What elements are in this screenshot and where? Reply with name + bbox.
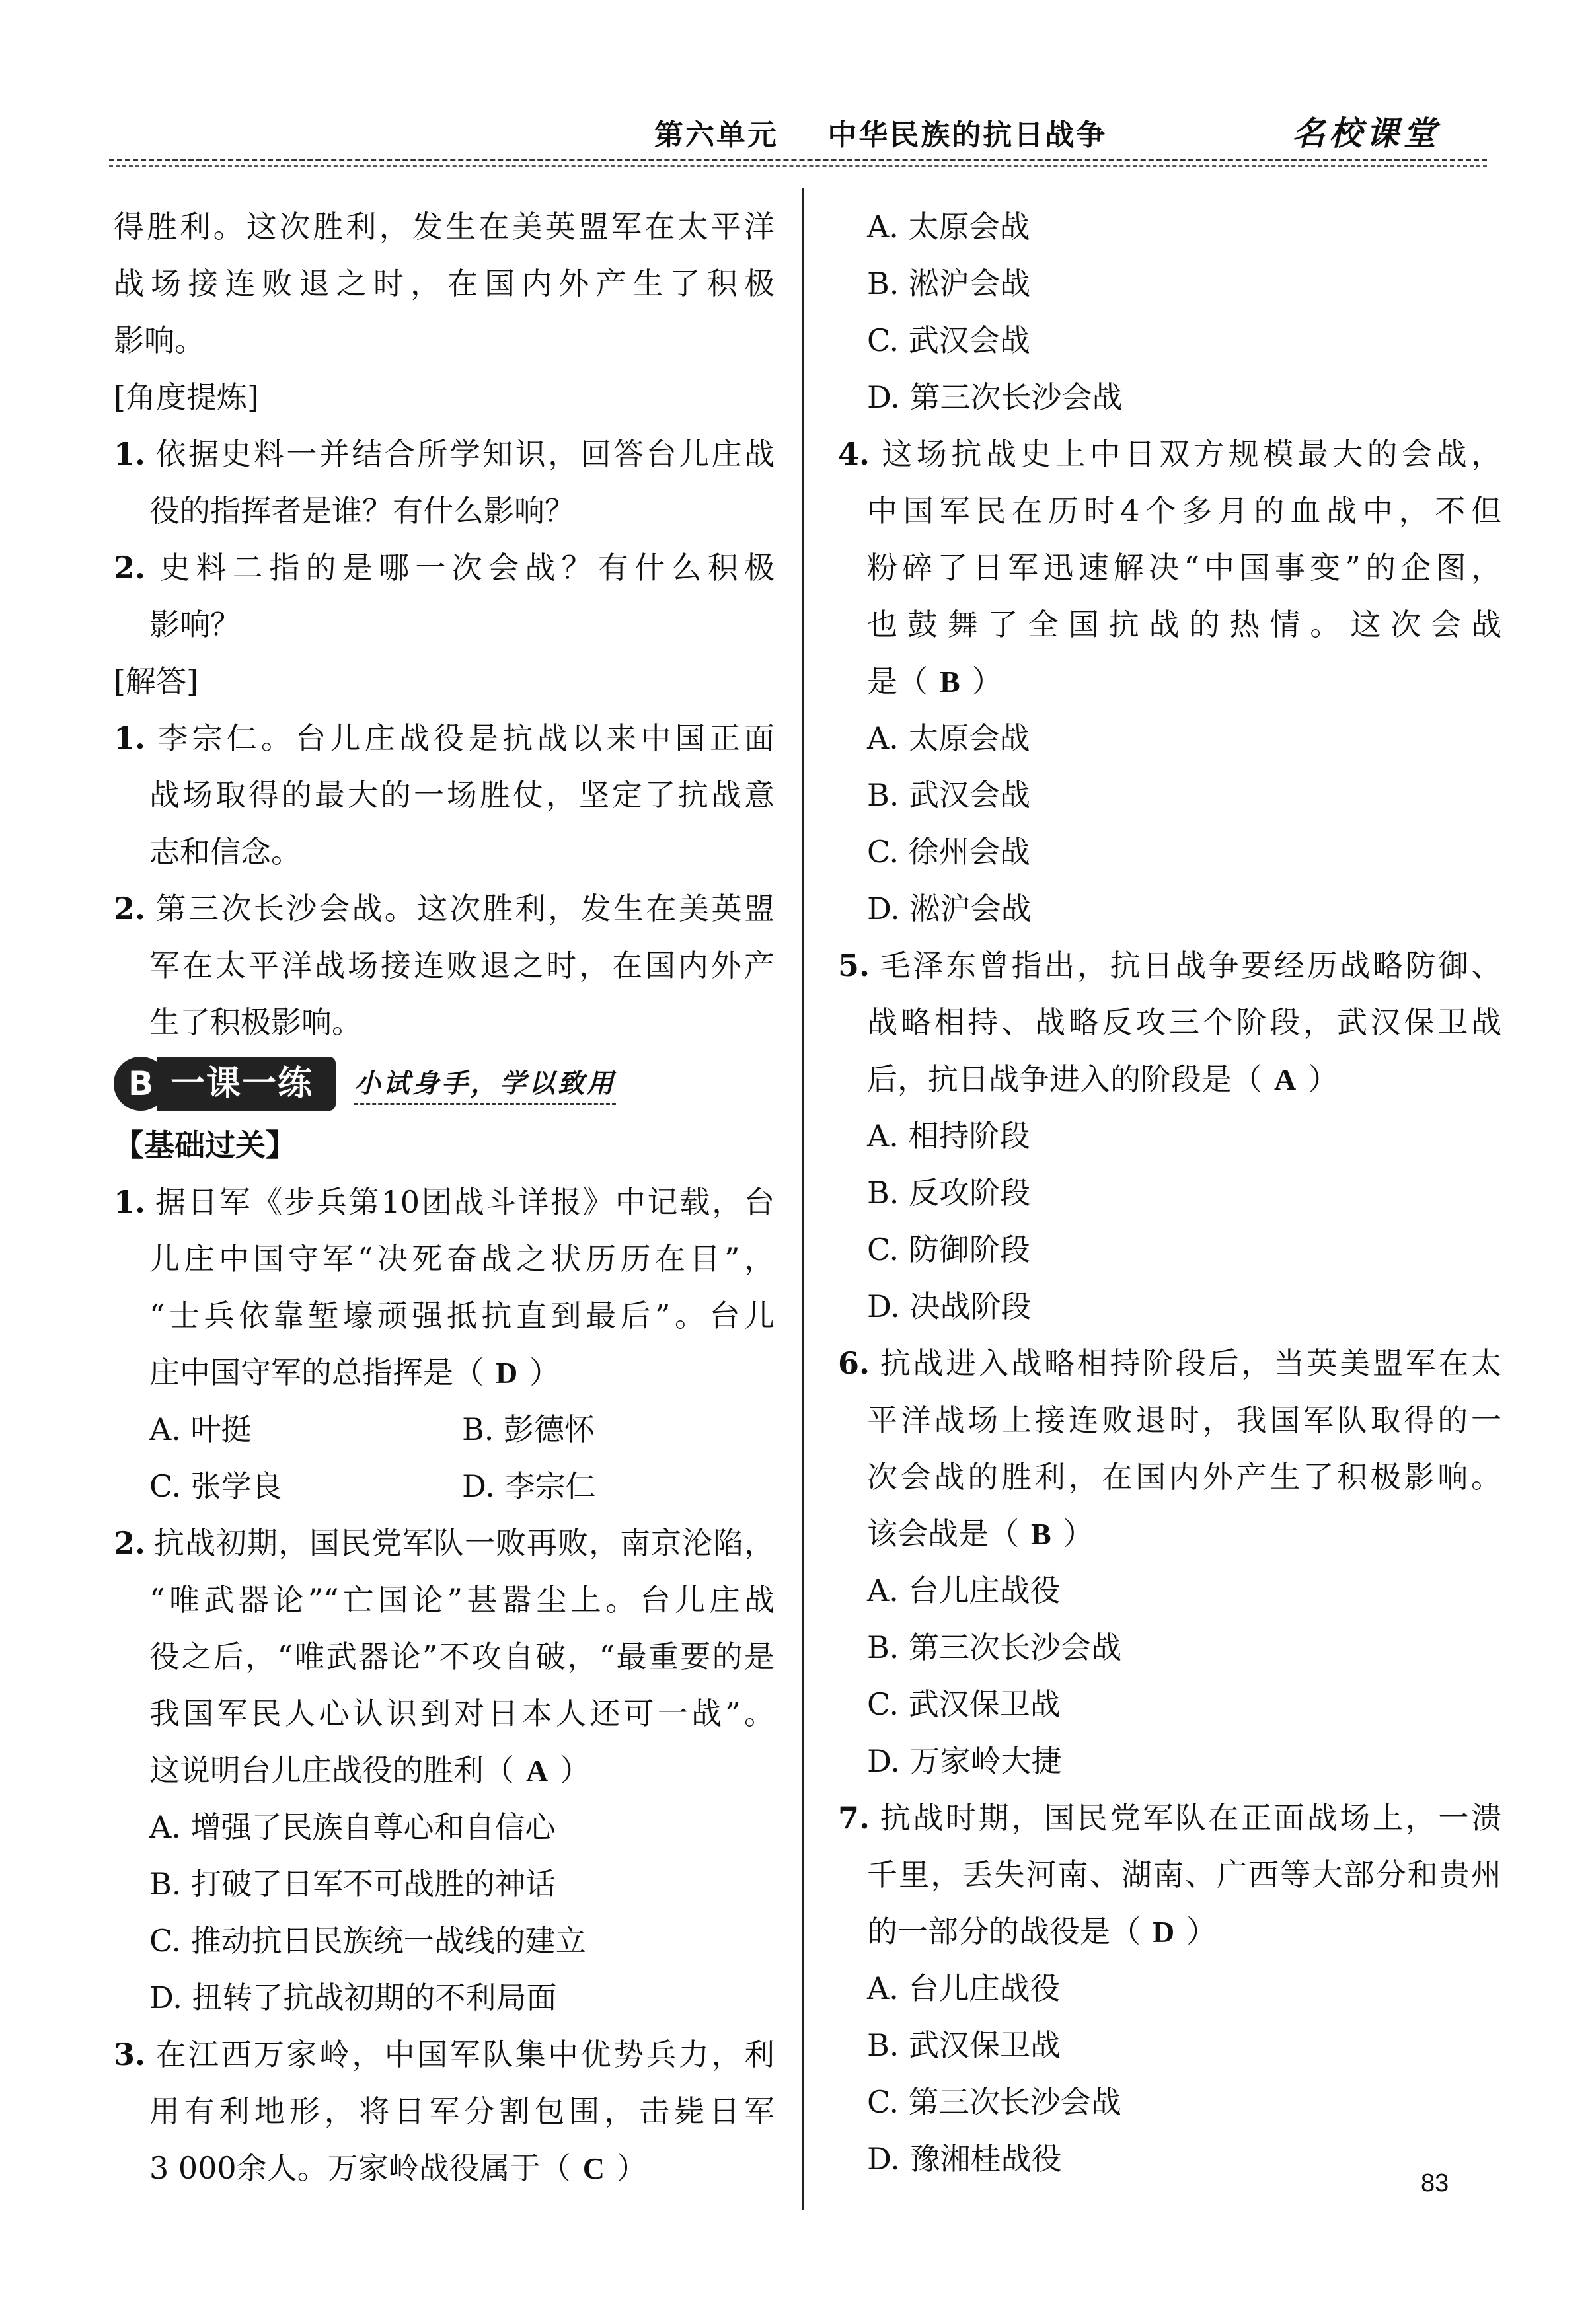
option: B. 武汉会战 [867, 777, 1031, 813]
question-3 [114, 2026, 775, 2083]
question-stem-end [867, 1051, 1501, 1107]
header-divider-thin [109, 165, 1487, 167]
answer-text: 战场取得的最大的一场胜仗，坚定了抗战意 [149, 777, 775, 813]
answer-letter: C [582, 2152, 605, 2185]
bracket-close: ） [616, 2150, 647, 2186]
option-row [114, 1458, 775, 1515]
question-text: 我国军民人心认识到对日本人还可一战”。 [149, 1696, 775, 1731]
question-stem-end [867, 1903, 1501, 1960]
option: D. 万家岭大捷 [867, 1743, 1062, 1779]
option: C. 第三次长沙会战 [867, 2084, 1121, 2120]
question-text: 役之后，“唯武器论”不攻自破，“最重要的是 [149, 1639, 775, 1674]
option: B. 武汉保卫战 [867, 2027, 1061, 2063]
option: B. 反攻阶段 [867, 1175, 1031, 1211]
answer-text: 军在太平洋战场接连败退之时，在国内外产 [149, 948, 775, 983]
option: D. 豫湘桂战役 [867, 2141, 1062, 2177]
section-badge: B [114, 1057, 168, 1111]
intro-line: 得胜利。这次胜利，发生在美英盟军在太平洋 [114, 209, 775, 244]
answer-letter: D [1153, 1915, 1175, 1949]
question-5 [838, 937, 1501, 994]
question-stem-end [867, 653, 1501, 710]
intro-line: 影响。 [114, 322, 205, 358]
question-text: 是（ [867, 663, 928, 699]
question-text: 庄中国守军的总指挥是（ [149, 1355, 484, 1390]
question-text: 影响？ [149, 607, 241, 642]
question-text: 抗战初期，国民党军队一败再败，南京沦陷， [153, 1525, 775, 1561]
question-text: 用有利地形，将日军分割包围，击毙日军 [149, 2093, 775, 2129]
question-text: 该会战是（ [867, 1516, 1019, 1552]
option: A. 台儿庄战役 [867, 1970, 1061, 2006]
question-text: 后，抗日战争进入的阶段是（ [867, 1061, 1262, 1097]
left-column [114, 198, 775, 2196]
option: C. 武汉会战 [867, 322, 1030, 358]
bracket-close: ） [1308, 1061, 1339, 1097]
question-number: 2. [114, 550, 146, 585]
option: B. 打破了日军不可战胜的神话 [149, 1866, 556, 1902]
option: D. 第三次长沙会战 [867, 379, 1123, 415]
question-number: 5. [838, 948, 870, 983]
answer-2 [114, 880, 775, 937]
question-text: “唯武器论”“亡国论”甚嚣尘上。台儿庄战 [149, 1582, 775, 1618]
question-text: 千里，丢失河南、湖南、广西等大部分和贵州 [867, 1857, 1501, 1893]
question-text: 抗战进入战略相持阶段后，当英美盟军在太 [878, 1345, 1501, 1381]
option: C. 推动抗日民族统一战线的建立 [149, 1923, 586, 1959]
question-text: 次会战的胜利，在国内外产生了积极影响。 [867, 1459, 1501, 1495]
question-4 [838, 426, 1501, 482]
answer-text: 李宗仁。台儿庄战役是抗战以来中国正面 [153, 720, 775, 756]
question-text: 平洋战场上接连败退时，我国军队取得的一 [867, 1402, 1501, 1438]
question-text: 在江西万家岭，中国军队集中优势兵力，利 [153, 2037, 775, 2072]
question-text: 也鼓舞了全国抗战的热情。这次会战 [867, 607, 1501, 642]
answer-heading: [解答] [114, 663, 198, 699]
bracket-close: ） [529, 1355, 560, 1390]
option: D. 李宗仁 [462, 1468, 596, 1504]
question-number: 7. [838, 1800, 870, 1836]
right-column [838, 198, 1501, 2187]
question-6 [838, 1335, 1501, 1392]
section-slogan: 小试身手，学以致用 [354, 1063, 616, 1105]
option: A. 叶挺 [149, 1411, 252, 1447]
option: C. 武汉保卫战 [867, 1686, 1061, 1722]
option: B. 淞沪会战 [867, 266, 1031, 301]
answer-letter: D [496, 1356, 518, 1390]
question-text: 史料二指的是哪一次会战？有什么积极 [153, 550, 775, 585]
option: C. 防御阶段 [867, 1232, 1030, 1267]
answer-letter: B [940, 665, 960, 698]
question-text: “士兵依靠堑壕顽强抵抗直到最后”。台儿 [149, 1298, 775, 1333]
option: D. 扭转了抗战初期的不利局面 [149, 1980, 557, 2015]
question-stem-end [114, 1344, 775, 1401]
column-divider [802, 188, 804, 2210]
answer-text: 志和信念。 [149, 834, 301, 870]
question-number: 1. [114, 436, 146, 472]
basic-heading: 【基础过关】 [114, 1127, 296, 1163]
answer-letter: B [1031, 1517, 1051, 1551]
question-stem-end [114, 2140, 775, 2196]
angle-heading: [角度提炼] [114, 379, 259, 415]
option: C. 徐州会战 [867, 834, 1030, 870]
question-text: 抗战时期，国民党军队在正面战场上，一溃 [878, 1800, 1501, 1836]
option: B. 第三次长沙会战 [867, 1630, 1122, 1665]
section-b-banner [114, 1051, 775, 1117]
option: A. 相持阶段 [867, 1118, 1030, 1154]
brand-logo: 名校课堂 [1292, 114, 1440, 153]
option: C. 张学良 [149, 1468, 282, 1504]
header-divider [109, 159, 1487, 161]
question-text: 的一部分的战役是（ [867, 1914, 1141, 1949]
option: B. 彭德怀 [462, 1411, 595, 1447]
bracket-close: ） [1186, 1914, 1217, 1949]
question-text: 3 000余人。万家岭战役属于（ [149, 2150, 571, 2186]
question-stem-end [114, 1742, 775, 1799]
bracket-close: ） [1063, 1516, 1094, 1552]
intro-line: 战场接连败退之时，在国内外产生了积极 [114, 266, 775, 301]
question-1 [114, 1174, 775, 1230]
answer-letter: A [526, 1754, 549, 1787]
question-text: 这说明台儿庄战役的胜利（ [149, 1752, 514, 1788]
question-2 [114, 1515, 775, 1571]
question-text: 毛泽东曾指出，抗日战争要经历战略防御、 [878, 948, 1501, 983]
answer-text: 生了积极影响。 [149, 1004, 362, 1040]
option: A. 增强了民族自尊心和自信心 [149, 1809, 556, 1845]
question-text: 据日军《步兵第10团战斗详报》中记载，台 [153, 1184, 775, 1220]
answer-number: 2. [114, 891, 146, 926]
answer-letter: A [1274, 1063, 1297, 1096]
question-number: 4. [838, 436, 870, 472]
header-unit: 第六单元 [654, 118, 778, 152]
option: D. 淞沪会战 [867, 891, 1032, 926]
question-text: 儿庄中国守军“决死奋战之状历历在目”， [149, 1241, 775, 1277]
angle-question-1 [114, 426, 775, 482]
option: A. 太原会战 [867, 720, 1030, 756]
question-number: 2. [114, 1525, 146, 1561]
page-number: 83 [1421, 2169, 1449, 2197]
question-number: 1. [114, 1184, 146, 1220]
question-stem-end [867, 1505, 1501, 1562]
option-row [114, 1401, 775, 1458]
bracket-close: ） [560, 1752, 591, 1788]
angle-question-2 [114, 539, 775, 596]
answer-text: 第三次长沙会战。这次胜利，发生在美英盟 [153, 891, 775, 926]
question-text: 这场抗战史上中日双方规模最大的会战， [878, 436, 1501, 472]
header-title: 中华民族的抗日战争 [827, 118, 1108, 152]
answer-1 [114, 710, 775, 767]
option: A. 太原会战 [867, 209, 1030, 244]
section-title: 一课一练 [157, 1057, 336, 1111]
question-text: 役的指挥者是谁？有什么影响？ [149, 493, 575, 529]
question-text: 依据史料一并结合所学知识，回答台儿庄战 [153, 436, 775, 472]
question-number: 6. [838, 1345, 870, 1381]
question-text: 战略相持、战略反攻三个阶段，武汉保卫战 [867, 1004, 1501, 1040]
answer-number: 1. [114, 720, 146, 756]
question-7 [838, 1789, 1501, 1846]
question-text: 中国军民在历时4个多月的血战中，不但 [867, 493, 1501, 529]
option: A. 台儿庄战役 [867, 1573, 1061, 1608]
question-text: 粉碎了日军迅速解决“中国事变”的企图， [867, 550, 1501, 585]
page-header [654, 111, 1107, 153]
option: D. 决战阶段 [867, 1289, 1032, 1324]
question-number: 3. [114, 2037, 146, 2072]
bracket-close: ） [971, 663, 1003, 699]
